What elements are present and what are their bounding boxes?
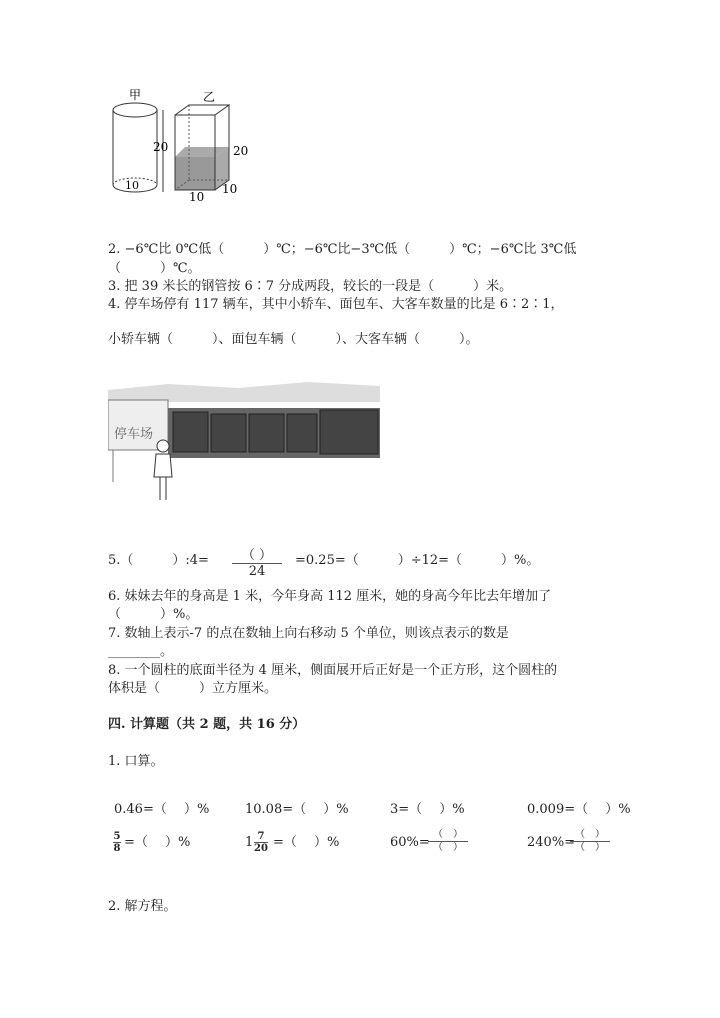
oral-calc-item: =（ ）% <box>273 835 340 850</box>
cylinder-height-label: 20 <box>153 140 169 154</box>
fraction-denominator: 8 <box>113 843 121 854</box>
question-5-prefix: 5.（ ）:4= <box>108 553 209 568</box>
question-3: 3. 把 39 米长的钢管按 6∶7 分成两段，较长的一段是（ ）米。 <box>108 279 513 294</box>
fraction-numerator: 7 <box>257 831 265 842</box>
label-jia: 甲 <box>129 88 142 102</box>
oral-calc-item: 0.009=（ ）% <box>527 802 631 817</box>
oral-calc-item: 10.08=（ ）% <box>245 802 349 817</box>
question-6-line1: 6. 妹妹去年的身高是 1 米，今年身高 112 厘米，她的身高今年比去年增加了 <box>108 589 552 604</box>
question-8-line2: 体积是（ ）立方厘米。 <box>108 681 278 696</box>
fraction-7-20 <box>254 831 268 854</box>
subquestion-2-title: 2. 解方程。 <box>108 899 177 914</box>
question-2-line1: 2. −6℃比 0℃低（ ）℃；−6℃比−3℃低（ ）℃；−6℃比 3℃低 <box>108 242 577 257</box>
blank-fraction <box>428 829 468 854</box>
oral-calc-item: 0.46=（ ）% <box>114 802 210 817</box>
blank-fraction <box>570 829 610 854</box>
question-2-line2: （ ）℃。 <box>108 261 201 276</box>
question-8-line1: 8. 一个圆柱的底面半径为 4 厘米，侧面展开后正好是一个正方形，这个圆柱的 <box>108 663 558 678</box>
fraction-denominator: （ ） <box>428 841 468 854</box>
fraction-numerator: （ ） <box>241 548 273 563</box>
oral-calc-item: =（ ）% <box>124 835 191 850</box>
question-7-line2: ________。 <box>108 644 174 659</box>
box-depth-label: 10 <box>222 182 238 196</box>
question-5-suffix: =0.25=（ ）÷12=（ ）%。 <box>295 553 540 568</box>
label-yi: 乙 <box>203 90 216 104</box>
cylinder-diameter-label: 10 <box>125 179 139 192</box>
fraction-5-8 <box>113 831 121 854</box>
mixed-number-whole: 1 <box>245 835 254 850</box>
box-height-label: 20 <box>233 144 249 158</box>
subquestion-1-title: 1. 口算。 <box>108 754 164 769</box>
fraction-denominator: 24 <box>232 563 282 579</box>
parking-lot-illustration <box>108 382 380 502</box>
box-width-label: 10 <box>189 190 205 204</box>
oral-calc-item: 240%= <box>527 835 576 850</box>
parking-sign: 停车场 <box>114 427 154 442</box>
oral-calc-item: 3=（ ）% <box>390 802 465 817</box>
cylinder-box-figure <box>105 85 275 205</box>
question-4-line1: 4. 停车场停有 117 辆车，其中小轿车、面包车、大客车数量的比是 6∶2∶1， <box>108 297 564 312</box>
question-7-line1: 7. 数轴上表示-7 的点在数轴上向右移动 5 个单位，则该点表示的数是 <box>108 626 509 641</box>
fraction-numerator: （ ） <box>575 829 605 840</box>
fraction-numerator: （ ） <box>433 829 463 840</box>
fraction-numerator: 5 <box>113 831 121 842</box>
section-4-title: 四. 计算题（共 2 题，共 16 分） <box>108 717 306 732</box>
question-5-fraction <box>232 544 282 579</box>
question-4-line2: 小轿车辆（ ）、面包车辆（ ）、大客车辆（ ）。 <box>108 332 479 347</box>
fraction-denominator: （ ） <box>570 841 610 854</box>
fraction-denominator: 20 <box>254 843 268 854</box>
question-6-line2: （ ）%。 <box>108 607 199 622</box>
oral-calc-item: 60%= <box>390 835 430 850</box>
